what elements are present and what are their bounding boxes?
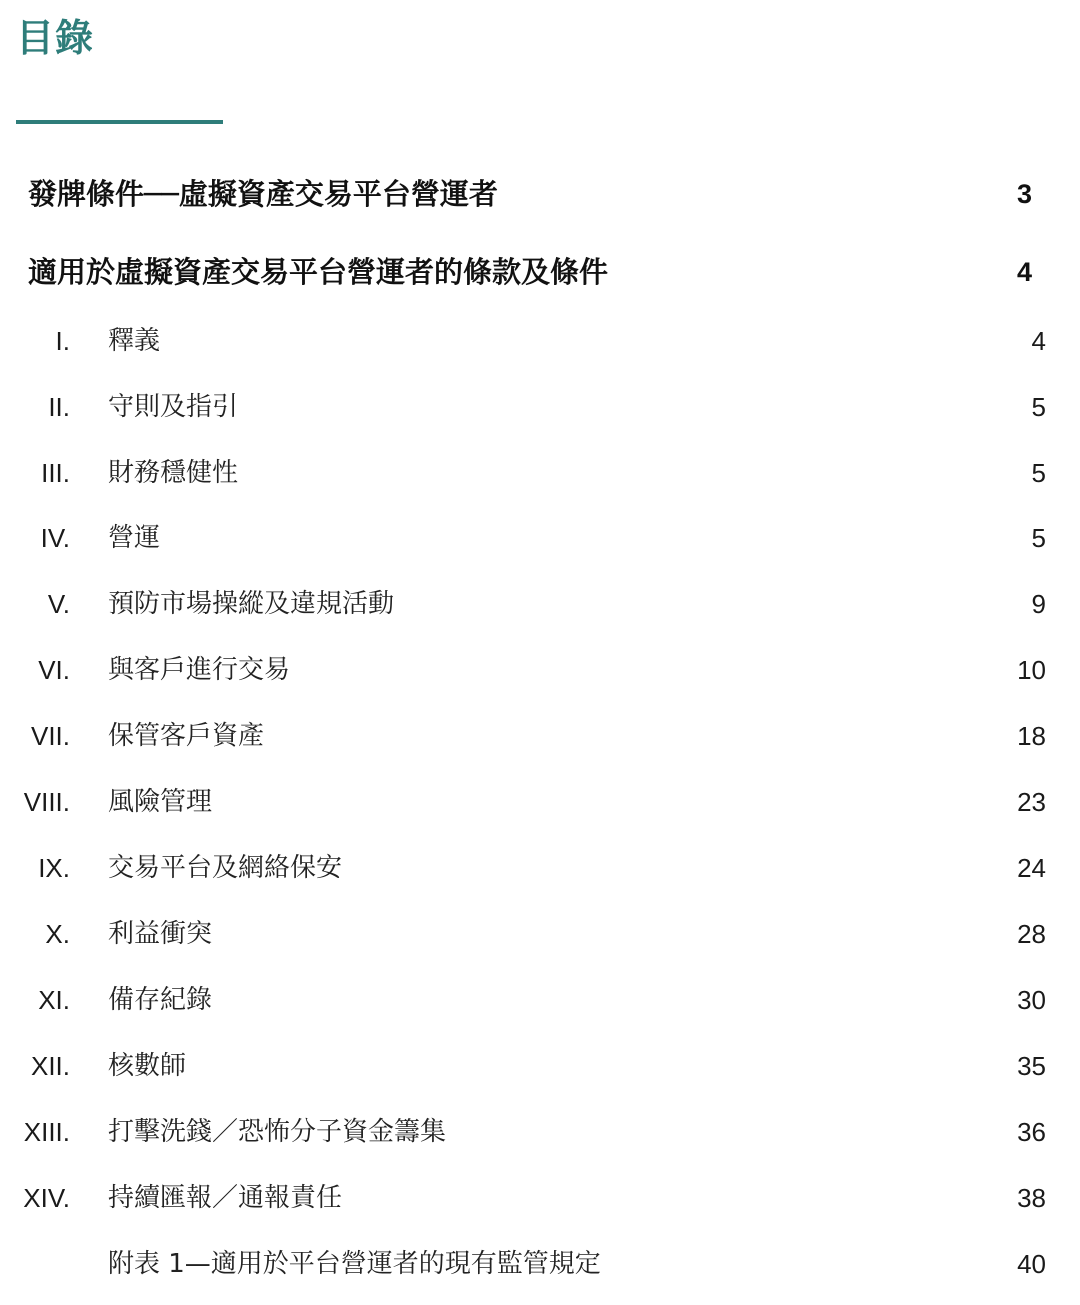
toc-section-entry[interactable] <box>0 846 1080 890</box>
toc-section-label: 預防市場操縱及違規活動 <box>108 589 395 619</box>
toc-major-label: 發牌條件──虛擬資產交易平台營運者 <box>28 177 498 211</box>
toc-section-entry[interactable] <box>0 385 1080 429</box>
toc-section-page: 5 <box>1031 458 1046 488</box>
toc-section-page: 35 <box>1017 1051 1046 1081</box>
toc-section-numeral: IV. <box>40 523 70 553</box>
toc-section-page: 30 <box>1017 985 1046 1015</box>
toc-section-numeral: XII. <box>30 1051 70 1081</box>
toc-section-label: 持續匯報／通報責任 <box>108 1183 343 1213</box>
toc-section-label: 核數師 <box>108 1051 187 1081</box>
toc-section-entry[interactable] <box>0 451 1080 495</box>
toc-section-numeral: X. <box>45 919 70 949</box>
toc-section-page: 28 <box>1017 919 1046 949</box>
toc-section-numeral: V. <box>47 589 70 619</box>
toc-section-label: 打擊洗錢／恐怖分子資金籌集 <box>108 1117 447 1147</box>
toc-major-entry[interactable] <box>0 250 1080 294</box>
toc-section-label: 守則及指引 <box>108 392 239 422</box>
toc-section-numeral: IX. <box>38 853 70 883</box>
title-underline <box>16 120 223 124</box>
toc-section-label: 與客戶進行交易 <box>108 655 291 685</box>
toc-section-page: 36 <box>1017 1117 1046 1147</box>
toc-section-page: 5 <box>1031 392 1046 422</box>
toc-section-numeral: XI. <box>38 985 70 1015</box>
toc-section-label: 財務穩健性 <box>108 458 239 488</box>
toc-section-entry[interactable] <box>0 648 1080 692</box>
toc-schedule-label: 附表 1—適用於平台營運者的現有監管規定 <box>108 1249 601 1279</box>
toc-section-numeral: I. <box>55 326 70 356</box>
toc-section-numeral: VII. <box>30 721 70 751</box>
toc-section-entry[interactable] <box>0 1176 1080 1220</box>
toc-section-page: 10 <box>1017 655 1046 685</box>
toc-section-entry[interactable] <box>0 912 1080 956</box>
toc-section-label: 交易平台及網絡保安 <box>108 853 343 883</box>
toc-section-label: 風險管理 <box>108 787 213 817</box>
toc-section-entry[interactable] <box>0 1044 1080 1088</box>
toc-schedule-page: 40 <box>1017 1249 1046 1279</box>
toc-section-numeral: VI. <box>38 655 70 685</box>
toc-schedule-entry[interactable] <box>0 1242 1080 1286</box>
page-title: 目錄 <box>16 16 95 60</box>
toc-section-page: 5 <box>1031 523 1046 553</box>
toc-section-numeral: III. <box>41 458 70 488</box>
toc-section-entry[interactable] <box>0 319 1080 363</box>
toc-section-entry[interactable] <box>0 780 1080 824</box>
toc-section-page: 18 <box>1017 721 1046 751</box>
toc-section-page: 9 <box>1031 589 1046 619</box>
toc-section-numeral: VIII. <box>23 787 70 817</box>
toc-section-numeral: II. <box>48 392 70 422</box>
toc-section-page: 24 <box>1017 853 1046 883</box>
toc-major-label: 適用於虛擬資產交易平台營運者的條款及條件 <box>28 255 609 289</box>
toc-section-page: 4 <box>1031 326 1046 356</box>
toc-major-page: 4 <box>1016 257 1032 287</box>
toc-section-label: 營運 <box>108 523 161 553</box>
toc-major-page: 3 <box>1016 179 1032 209</box>
toc-section-page: 38 <box>1017 1183 1046 1213</box>
toc-section-entry[interactable] <box>0 582 1080 626</box>
toc-section-numeral: XIII. <box>23 1117 70 1147</box>
toc-section-entry[interactable] <box>0 1110 1080 1154</box>
toc-section-page: 23 <box>1017 787 1046 817</box>
toc-section-numeral: XIV. <box>23 1183 70 1213</box>
toc-major-entry[interactable] <box>0 172 1080 216</box>
toc-section-label: 釋義 <box>108 326 161 356</box>
toc-section-entry[interactable] <box>0 714 1080 758</box>
toc-section-label: 備存紀錄 <box>108 985 213 1015</box>
toc-section-entry[interactable] <box>0 978 1080 1022</box>
toc-section-label: 利益衝突 <box>108 919 213 949</box>
toc-section-label: 保管客戶資產 <box>108 721 265 751</box>
toc-section-entry[interactable] <box>0 516 1080 560</box>
